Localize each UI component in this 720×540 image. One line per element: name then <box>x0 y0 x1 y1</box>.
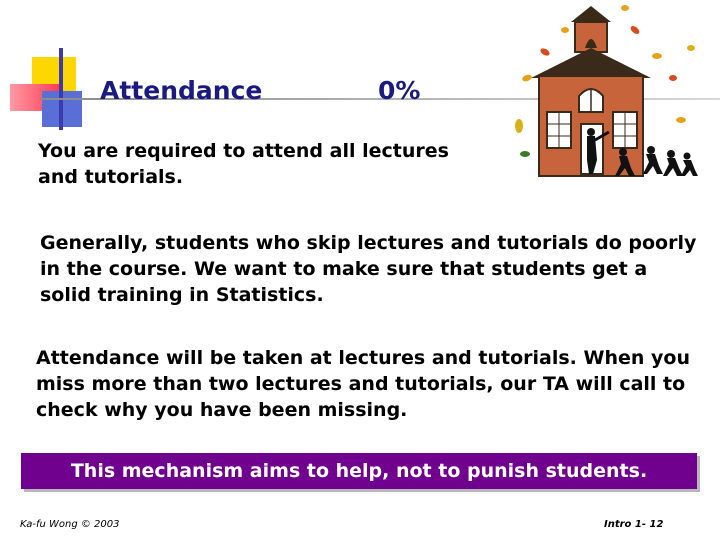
paragraph-motivation: Generally, students who skip lectures and tutorials do poorly in the course. We want to make sure that students get a solid training in Statistics. <box>40 232 697 306</box>
paragraph-requirement: You are required to attend all lectures and tutorials. <box>38 140 449 188</box>
schoolhouse-illustration <box>505 0 705 200</box>
slide-title: Attendance <box>100 76 263 105</box>
paragraph-policy: Attendance will be taken at lectures and tutorials. When you miss more than two lectures and tutorials, our TA will call to check why you have been missing. <box>36 347 690 421</box>
attendance-percent: 0% <box>378 76 421 105</box>
highlight-banner: This mechanism aims to help, not to punish students. <box>21 453 697 489</box>
decor-vertical-line <box>59 48 63 130</box>
tower-roof <box>571 6 611 22</box>
footer-author: Ka-fu Wong © 2003 <box>20 519 120 530</box>
footer-slide-number: Intro 1- 12 <box>604 519 664 530</box>
